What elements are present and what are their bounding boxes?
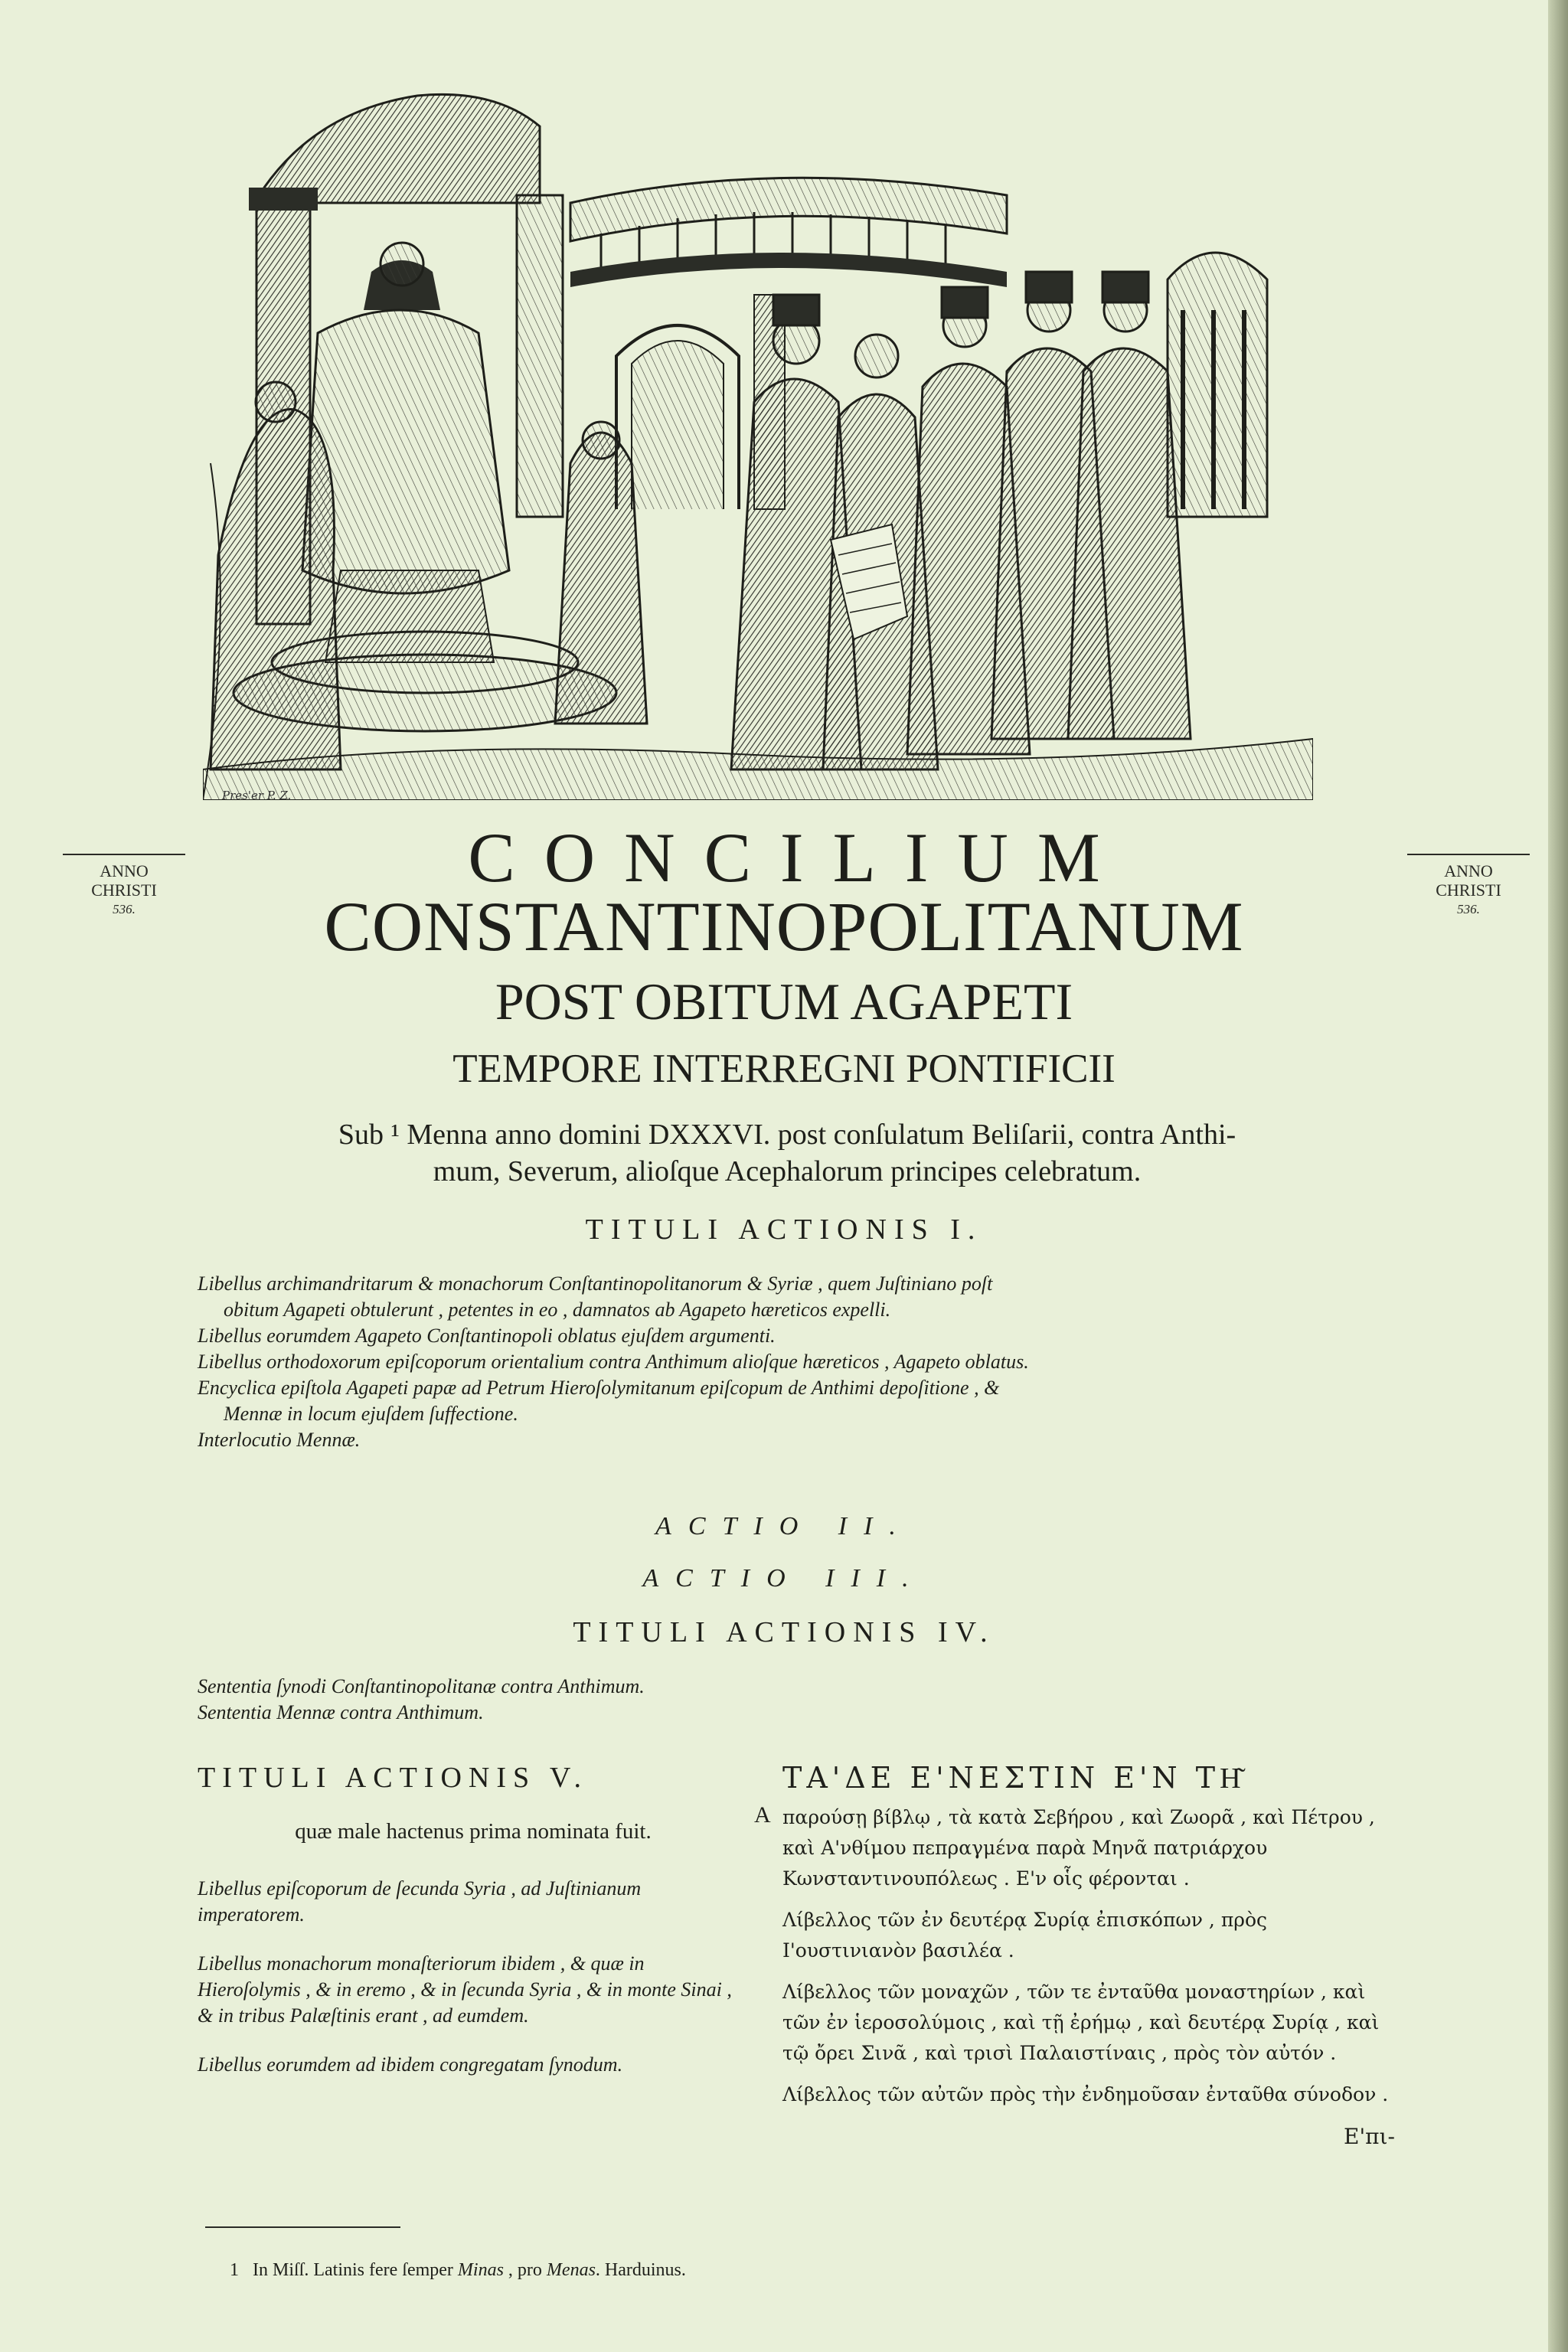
footnote-text: In Miſſ. Latinis fere ſemper (253, 2260, 458, 2280)
entry-text: Encyclica epiſtola Agapeti papæ ad Petrum Hieroſolymitanum epiſcopum de Anthimi depoſitione , & (198, 1377, 1000, 1399)
greek-heading: ΤΑ'ΔΕ Ε'ΝΕΣΤΙΝ Ε'Ν ΤΗ͂ (782, 1761, 1246, 1795)
list-item (198, 1271, 1392, 1323)
footnote-italic: Minas (457, 2260, 504, 2280)
column-marker: A (754, 1802, 771, 1828)
subtitle (205, 1116, 1369, 1190)
footnote-italic: Menas (546, 2260, 596, 2280)
margin-anno: ANNO (100, 861, 149, 880)
title-concilium: CONCILIUM (468, 818, 1129, 897)
footnote-text: . Harduinus. (595, 2260, 686, 2280)
margin-christi: CHRISTI (1436, 880, 1501, 900)
greek-paragraph: Λίβελλος τῶν ἐν δευτέρᾳ Συρίᾳ ἐπισκόπων , πρὸς Ι'ουστινιανὸν βασιλέα . (782, 1909, 1268, 1962)
heading-actio-3: ACTIO III. (642, 1564, 926, 1592)
entry-text: Sententia Mennæ contra Anthimum. (198, 1701, 484, 1723)
margin-anno: ANNO (1444, 861, 1493, 880)
greek-paragraph: Λίβελλος τῶν αὐτῶν πρὸς τὴν ἐνδημοῦσαν ἐνταῦθα σύνοδον . (782, 2083, 1389, 2105)
footnote-rule (205, 2226, 400, 2228)
subtitle-line: Sub ¹ Menna anno domini DXXXVI. post conſulatum Beliſarii, contra Anthi- (338, 1119, 1236, 1151)
subtitle-line: mum, Severum, alioſque Acephalorum principes celebratum. (433, 1155, 1142, 1187)
footnote-text: , pro (503, 2260, 547, 2280)
footnote-number: 1 (230, 2260, 239, 2280)
list-item (198, 1700, 1392, 1726)
page-edge (1548, 0, 1568, 2352)
engraving-illustration (203, 80, 1313, 800)
actio-1-entries (198, 1271, 1392, 1453)
list-item: Libellus eorumdem ad ibidem congregatam ſynodum. (198, 2053, 623, 2076)
greek-paragraph: παρούσῃ βίβλῳ , τὰ κατὰ Σεβήρου , καὶ Ζωορᾶ , καὶ Πέτρου , καὶ Α'νθίμου πεπραγμένα παρὰ Μηνᾶ πατριάρχου Κωνσταντινουπόλεως . Ε'ν οἷς φέρονται . (782, 1806, 1375, 1890)
heading-actio-1: TITULI ACTIONIS I. (585, 1214, 983, 1246)
list-item (198, 1674, 1392, 1700)
margin-year: 536. (113, 902, 136, 916)
title-constantinopolitanum: CONSTANTINOPOLITANUM (324, 887, 1244, 965)
heading-actio-5: TITULI ACTIONIS V. (198, 1762, 588, 1794)
list-item (198, 1349, 1392, 1375)
title-tempore: TEMPORE INTERREGNI PONTIFICII (452, 1047, 1116, 1091)
margin-christi: CHRISTI (91, 880, 157, 900)
entry-text: Libellus eorumdem Agapeto Conſtantinopoli oblatus ejuſdem argumenti. (198, 1325, 776, 1347)
entry-text: Interlocutio Mennæ. (198, 1429, 361, 1451)
actio-5-latin-column (198, 1761, 749, 2101)
list-item (198, 1375, 1392, 1427)
heading-actio-2: ACTIO II. (655, 1512, 913, 1540)
heading-actio-4: TITULI ACTIONIS IV. (573, 1616, 995, 1648)
list-item (198, 1323, 1392, 1349)
title-post-obitum: POST OBITUM AGAPETI (495, 972, 1073, 1031)
list-item: Libellus epiſcoporum de ſecunda Syria , ad Juſtinianum imperatorem. (198, 1877, 642, 1926)
entry-text: Sententia ſynodi Conſtantinopolitanæ contra Anthimum. (198, 1675, 645, 1697)
entry-cont: Mennæ in locum ejuſdem ſuffectione. (224, 1403, 518, 1425)
engraver-signature: Pres'er P. Z. (222, 789, 292, 802)
entry-cont: obitum Agapeti obtulerunt , petentes in eo , damnatos ab Agapeto hæreticos expelli. (224, 1298, 891, 1321)
actio-5-note: quæ male hactenus prima nominata fuit. (295, 1819, 652, 1844)
entry-text: Libellus orthodoxorum epiſcoporum orientalium contra Anthimum alioſque hæreticos , Agapeto oblatus. (198, 1351, 1029, 1373)
margin-year: 536. (1457, 902, 1480, 916)
engraving-svg (203, 80, 1313, 800)
entry-text: Libellus archimandritarum & monachorum Conſtantinopolitanorum & Syriæ , quem Juſtiniano poſt (198, 1272, 993, 1295)
greek-paragraph: Λίβελλος τῶν μοναχῶν , τῶν τε ἐνταῦθα μοναστηρίων , καὶ τῶν ἐν ἱεροσολύμοις , καὶ τῇ ἐρήμῳ , καὶ δευτέρᾳ Συρίᾳ , καὶ τῷ ὄρει Σινᾶ , καὶ τρισὶ Παλαιστίναις , πρὸς τὸν αὐτόν . (782, 1981, 1380, 2064)
footnote (230, 2259, 686, 2282)
actio-4-entries (198, 1674, 1392, 1726)
catchword: Ε'πι- (1344, 2124, 1395, 2149)
list-item: Libellus monachorum monaſteriorum ibidem , & quæ in Hieroſolymis , & in eremo , & in ſecunda Syria , & in monte Sinai , & in tribus Palæſtinis erant , ad eumdem. (198, 1952, 732, 2027)
list-item (198, 1427, 1392, 1453)
actio-5-greek-column (782, 1761, 1395, 2149)
